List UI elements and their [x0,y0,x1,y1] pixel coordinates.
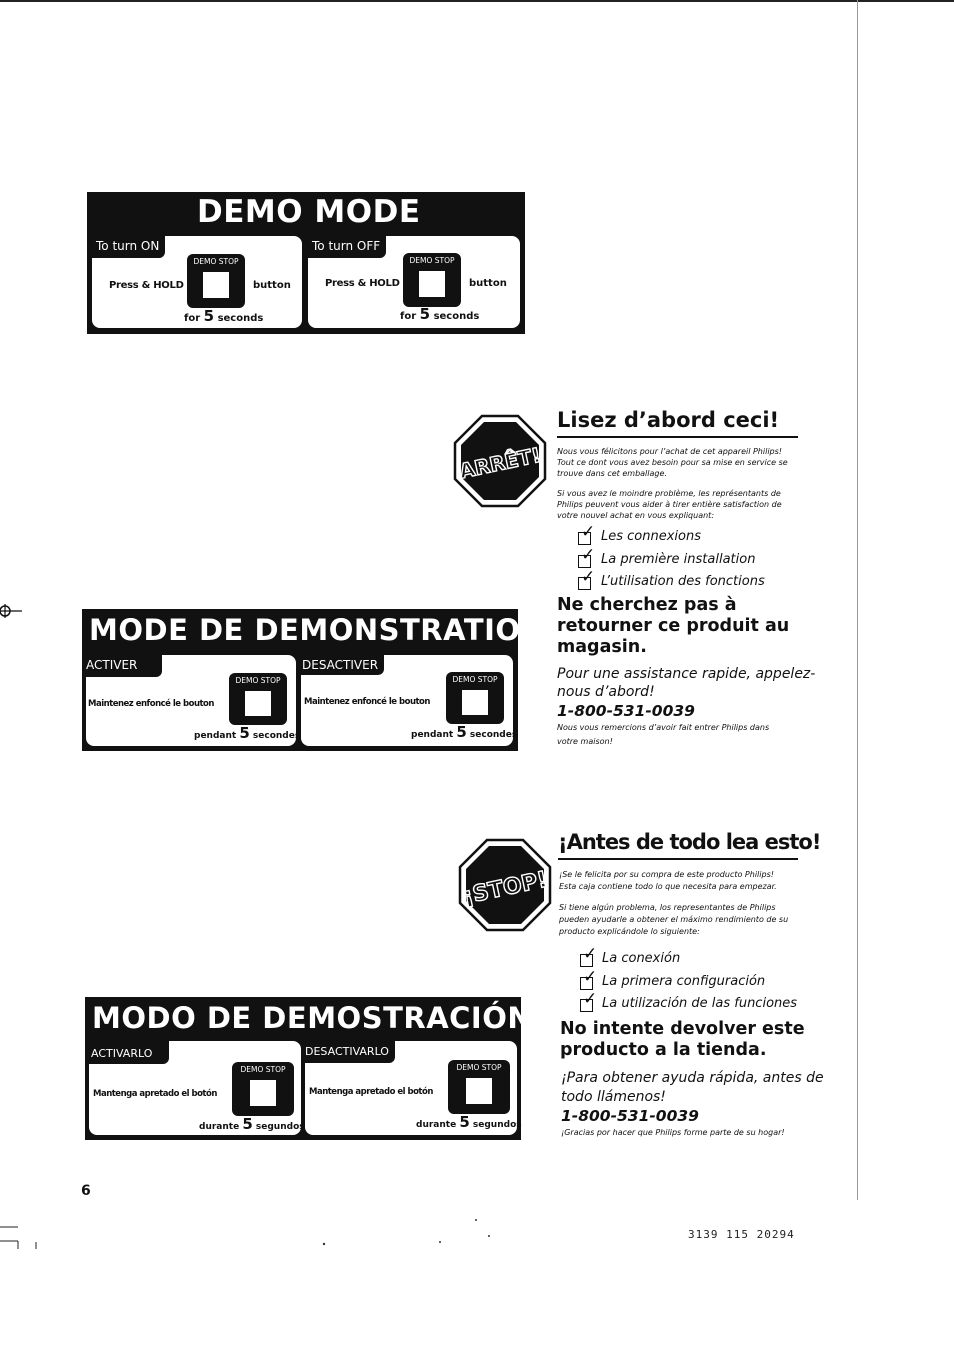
mode-de-demonstration-panel [82,609,546,751]
demo-stop-square-icon [248,1078,278,1108]
lisez-heading: Lisez d’abord ceci! [557,408,780,432]
fr-intro-line: Philips peuvent vous aider à tirer entière satisfaction de [557,500,782,509]
turn-on-press-hold: Press & HOLD [109,280,184,291]
turn-on-duration [184,307,263,325]
fr-checklist-item: La première installation [601,552,756,567]
antes-heading: ¡Antes de todo lea esto! [558,830,821,854]
fr-intro-line: Si vous avez le moindre problème, les représentants de [557,489,781,498]
fr-phone-number: 1-800-531-0039 [557,702,695,720]
demo-stop-label: DEMO STOP [456,1063,502,1072]
seconds-word: segundos [472,1120,522,1130]
stop-sign-icon [457,837,553,933]
turn-off-tag: To turn OFF [308,236,386,258]
es-checklist-item: La conexión [602,951,681,966]
for-word: for [184,313,201,324]
demo-stop-label: DEMO STOP [409,256,455,265]
activer-duration [194,724,300,742]
activarlo-tag: ACTIVARLO [85,1041,169,1064]
top-rule [0,0,954,2]
fr-checklist-item: Les connexions [601,529,701,544]
five-number: 5 [203,307,215,325]
demo-stop-button [229,673,287,725]
for-word: for [400,311,417,322]
desactiver-press-hold: Maintenez enfoncé le bouton [304,697,430,707]
demo-stop-label: DEMO STOP [452,675,498,684]
five-number: 5 [239,724,250,742]
fr-thanks-text: Nous vous remercions d’avoir fait entrer Philips dans [557,723,770,732]
demo-stop-square-icon [460,688,490,717]
demo-mode-panel [87,192,525,334]
turn-off-press-hold: Press & HOLD [325,278,400,289]
checkmark-icon: ✓ [581,545,596,565]
seconds-word: secondes [252,731,301,741]
desactiver-tag: DESACTIVER [298,655,384,675]
fr-return-heading: magasin. [557,637,647,657]
seconds-word: secondes [469,730,518,740]
turn-on-tag: To turn ON [92,236,165,258]
demo-stop-square-icon [464,1076,494,1106]
arret-stop-sign-icon [452,413,548,509]
es-intro-line: pueden ayudarle a obtener el máximo rendimiento de su [559,915,789,924]
es-assist-text: ¡Para obtener ayuda rápida, antes de [561,1070,824,1086]
for-word: durante [416,1120,457,1130]
es-return-heading: producto a la tienda. [560,1040,767,1060]
scan-specks [0,1195,700,1255]
five-number: 5 [419,305,431,323]
seconds-word: seconds [433,311,480,322]
lisez-heading-rule [557,436,798,438]
turn-off-duration [400,305,479,323]
five-number: 5 [242,1115,253,1133]
registration-mark-icon [0,600,22,622]
right-margin-rule [857,0,858,1200]
demo-stop-button [448,1060,510,1114]
checkmark-icon: ✓ [583,989,598,1009]
demo-stop-button [232,1062,294,1116]
mode-de-demonstration-title: MODE DE DEMONSTRATION [89,613,546,647]
demo-stop-label: DEMO STOP [240,1065,286,1074]
es-intro-line: Si tiene algún problema, los representantes de Philips [559,903,776,912]
arret-sign-text: ARRÊT! [457,442,543,484]
demo-stop-label: DEMO STOP [235,676,281,685]
fr-assist-text: Pour une assistance rapide, appelez- [557,666,816,682]
modo-de-demostracion-title: MODO DE DEMOSTRACIÓN [92,1001,533,1035]
es-phone-number: 1-800-531-0039 [561,1107,699,1125]
fr-intro-line: Nous vous félicitons pour l’achat de cet appareil Philips! [557,447,782,456]
activer-press-hold: Maintenez enfoncé le bouton [88,699,214,709]
for-word: pendant [411,730,454,740]
es-return-heading: No intente devolver este [560,1019,805,1039]
demo-stop-label: DEMO STOP [193,257,239,266]
es-thanks-text: ¡Gracias por hacer que Philips forme parte de su hogar! [561,1128,785,1137]
demo-stop-square-icon [201,270,231,300]
es-checklist-item: La utilización de las funciones [602,996,798,1011]
desactivarlo-duration [416,1113,522,1131]
es-checklist-item: La primera configuración [602,974,766,989]
es-intro-line: producto explicándole lo siguiente: [559,927,700,936]
page-number: 6 [81,1183,91,1199]
fr-intro-line: votre nouvel achat en vous expliquant: [557,511,715,520]
demo-stop-button [446,672,504,724]
for-word: durante [199,1122,240,1132]
demo-stop-button [403,253,461,307]
turn-off-button-word: button [469,278,507,289]
fr-return-heading: retourner ce produit au [557,616,790,636]
es-assist-text: todo llámenos! [561,1089,666,1105]
checkmark-icon: ✓ [581,567,596,587]
desactivarlo-tag: DESACTIVARLO [301,1041,395,1063]
fr-return-heading: Ne cherchez pas à [557,595,737,615]
demo-stop-square-icon [417,269,447,299]
fr-intro-line: trouve dans cet emballage. [557,469,667,478]
fr-intro-line: Tout ce dont vous avez besoin pour sa mise en service se [557,458,788,467]
fr-checklist-item: L’utilisation des fonctions [601,574,765,589]
demo-mode-title: DEMO MODE [197,194,421,230]
activer-tag: ACTIVER [82,655,162,677]
desactivarlo-press-hold: Mantenga apretado el botón [309,1087,433,1097]
for-word: pendant [194,731,237,741]
five-number: 5 [456,723,467,741]
seconds-word: seconds [217,313,264,324]
turn-on-button-word: button [253,280,291,291]
footer-code: 3139 115 20294 [688,1228,795,1239]
checkmark-icon: ✓ [581,522,596,542]
es-intro-line: Esta caja contiene todo lo que necesita para empezar. [559,882,777,891]
seconds-word: segundos [255,1122,305,1132]
demo-stop-button [187,254,245,308]
activarlo-duration [199,1115,305,1133]
fr-assist-text: nous d’abord! [557,684,655,700]
activarlo-press-hold: Mantenga apretado el botón [93,1089,217,1099]
desactiver-duration [411,723,517,741]
checkmark-icon: ✓ [583,944,598,964]
es-intro-line: ¡Se le felicita por su compra de este producto Philips! [559,870,774,879]
antes-heading-rule [558,858,798,860]
modo-de-demostracion-panel [85,997,533,1140]
fr-thanks-text: votre maison! [557,737,613,746]
stop-sign-text: ¡STOP! [460,867,550,910]
checkmark-icon: ✓ [583,967,598,987]
five-number: 5 [459,1113,470,1131]
demo-stop-square-icon [243,689,273,718]
